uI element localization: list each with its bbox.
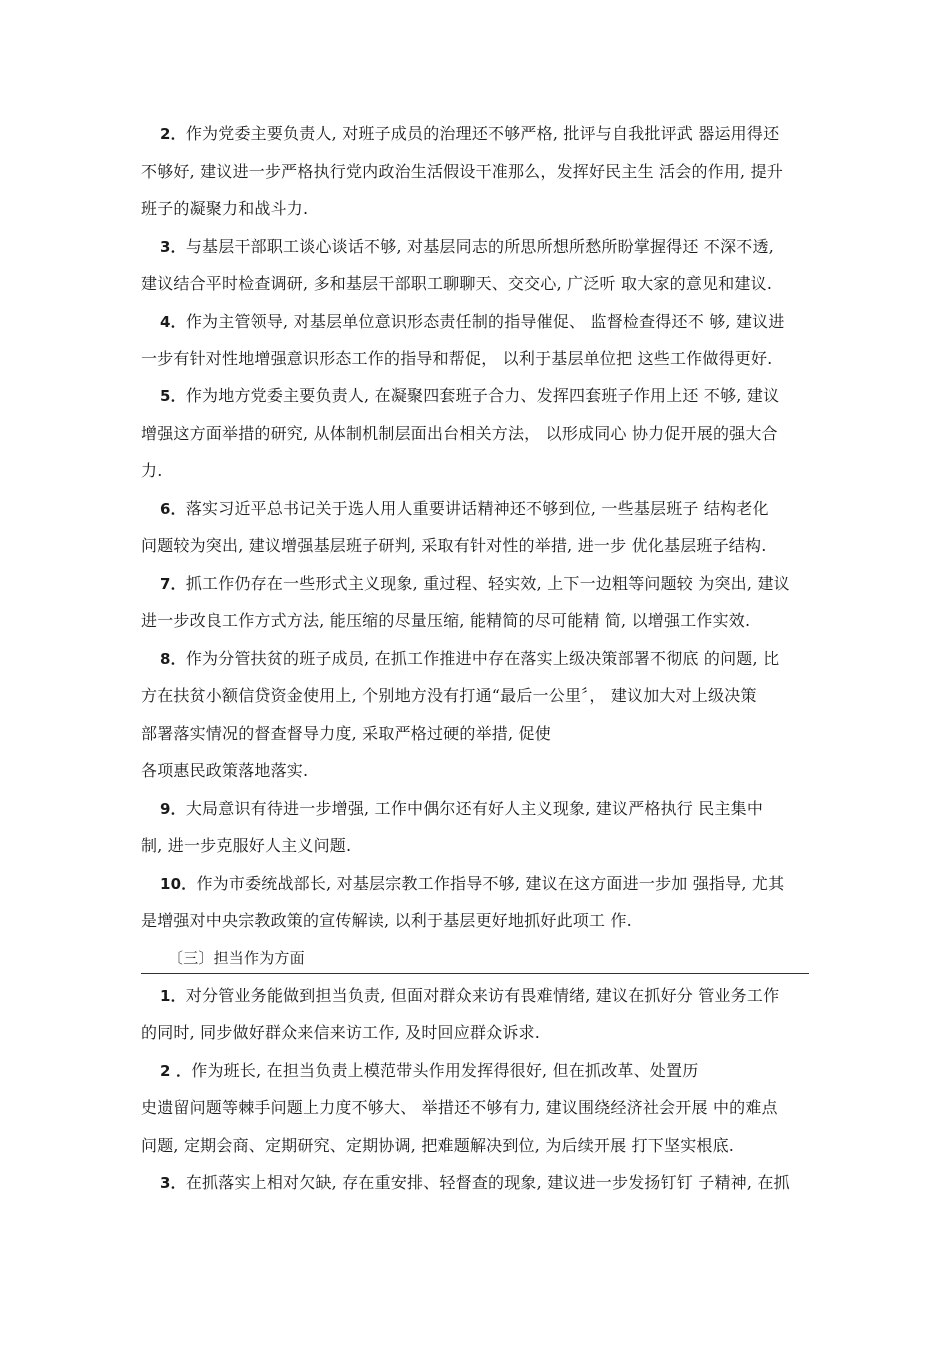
- paragraph-6-line-1: 6．落实习近平总书记关于选人用人重要讲话精神还不够到位, 一些基层班子 结构老化: [160, 499, 769, 518]
- item-number: 3．: [160, 238, 186, 256]
- item-number: 4．: [160, 313, 186, 331]
- paragraph-7-line-2: 进一步改良工作方式方法, 能压缩的尽量压缩, 能精简的尽可能精 简, 以增强工作实效.: [141, 611, 751, 630]
- section-paragraph-2-line-2: 史遗留问题等棘手问题上力度不够大、 举措还不够有力, 建议围绕经济社会开展 中的难点: [141, 1098, 778, 1117]
- item-number: 2 ．: [160, 1062, 192, 1080]
- paragraph-8-line-3: 部署落实情况的督查督导力度, 采取严格过硬的举措, 促使: [141, 724, 551, 743]
- paragraph-4-line-1: 4．作为主管领导, 对基层单位意识形态责任制的指导催促、 监督检查得还不 够, 建议进: [160, 312, 785, 331]
- paragraph-7-line-1: 7．抓工作仍存在一些形式主义现象, 重过程、轻实效, 上下一边粗等问题较 为突出, 建议: [160, 574, 790, 593]
- section-paragraph-2-line-1: 2 ．作为班长, 在担当负责上模范带头作用发挥得很好, 但在抓改革、处置历: [160, 1061, 699, 1080]
- section-paragraph-3-line-1: 3．在抓落实上相对欠缺, 存在重安排、轻督查的现象, 建议进一步发扬钉钉 子精神, 在抓: [160, 1173, 790, 1192]
- paragraph-10-line-2: 是增强对中央宗教政策的宣传解读, 以利于基层更好地抓好此项工 作.: [141, 911, 632, 930]
- section-paragraph-1-line-1: 1．对分管业务能做到担当负责, 但面对群众来访有畏难情绪, 建议在抓好分 管业务工作: [160, 986, 780, 1005]
- item-number: 3．: [160, 1174, 186, 1192]
- paragraph-10-line-1: 10．作为市委统战部长, 对基层宗教工作指导不够, 建议在这方面进一步加 强指导, 尤其: [160, 874, 785, 893]
- item-number: 9．: [160, 800, 186, 818]
- paragraph-5-line-3: 力.: [141, 461, 163, 480]
- paragraph-8-line-4: 各项惠民政策落地落实.: [141, 761, 309, 780]
- paragraph-3-line-2: 建议结合平时检查调研, 多和基层干部职工聊聊天、交交心, 广泛听 取大家的意见和建议.: [141, 274, 773, 293]
- paragraph-9-line-1: 9．大局意识有待进一步增强, 工作中偶尔还有好人主义现象, 建议严格执行 民主集中: [160, 799, 764, 818]
- paragraph-2-line-2: 不够好, 建议进一步严格执行党内政治生活假设干准那么，发挥好民主生 活会的作用, 提升: [141, 162, 784, 181]
- item-number: 10．: [160, 875, 197, 893]
- section-paragraph-1-line-2: 的同时, 同步做好群众来信来访工作, 及时回应群众诉求.: [141, 1023, 541, 1042]
- section-divider: [141, 973, 809, 974]
- item-number: 5．: [160, 387, 186, 405]
- item-number: 2．: [160, 125, 186, 143]
- item-number: 1．: [160, 987, 186, 1005]
- paragraph-9-line-2: 制, 进一步克服好人主义问题.: [141, 836, 352, 855]
- paragraph-8-line-2: 方在扶贫小额信贷资金使用上, 个别地方没有打通“最后一公里〞， 建议加大对上级决策: [141, 686, 757, 705]
- paragraph-2-line-1: 2．作为党委主要负责人, 对班子成员的治理还不够严格, 批评与自我批评武 器运用得还: [160, 124, 780, 143]
- paragraph-4-line-2: 一步有针对性地增强意识形态工作的指导和帮促， 以利于基层单位把 这些工作做得更好.: [141, 349, 773, 368]
- section-paragraph-2-line-3: 问题, 定期会商、定期研究、定期协调, 把难题解决到位, 为后续开展 打下坚实根底.: [141, 1136, 735, 1155]
- item-number: 8．: [160, 650, 186, 668]
- paragraph-8-line-1: 8．作为分管扶贫的班子成员, 在抓工作推进中存在落实上级决策部署不彻底 的问题, 比: [160, 649, 780, 668]
- paragraph-3-line-1: 3．与基层干部职工谈心谈话不够, 对基层同志的所思所想所愁所盼掌握得还 不深不透,: [160, 237, 774, 256]
- section-heading: 〔三〕担当作为方面: [168, 949, 305, 967]
- item-number: 7．: [160, 575, 186, 593]
- paragraph-2-line-3: 班子的凝聚力和战斗力.: [141, 199, 309, 218]
- item-number: 6．: [160, 500, 186, 518]
- paragraph-5-line-1: 5．作为地方党委主要负责人, 在凝聚四套班子合力、发挥四套班子作用上还 不够, 建议: [160, 386, 780, 405]
- paragraph-5-line-2: 增强这方面举措的研究, 从体制机制层面出台相关方法， 以形成同心 协力促开展的强大合: [141, 424, 778, 443]
- paragraph-6-line-2: 问题较为突出, 建议增强基层班子研判, 采取有针对性的举措, 进一步 优化基层班子结构.: [141, 536, 767, 555]
